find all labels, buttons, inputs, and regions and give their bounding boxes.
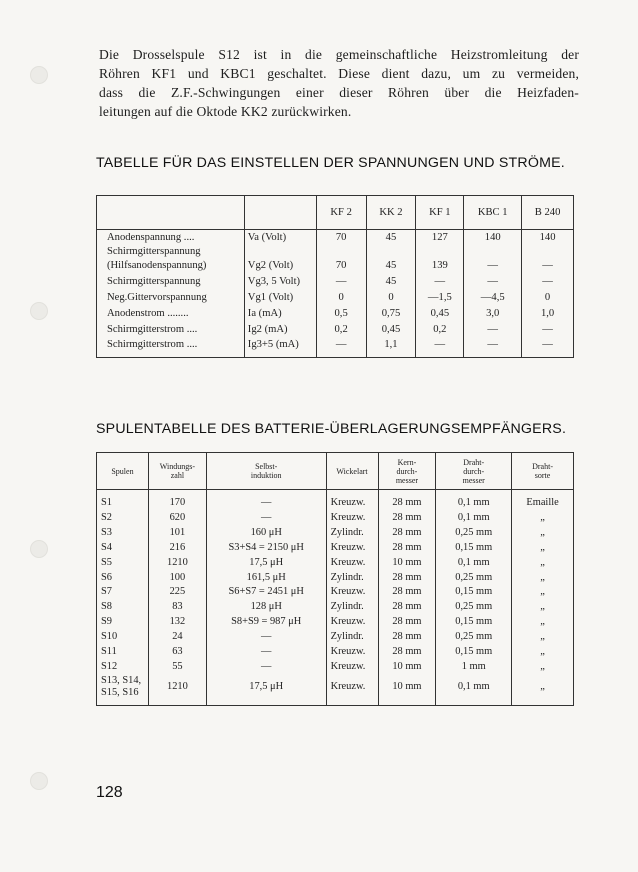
intro-line: leitungen auf die Oktode KK2 zurückwirken. [99,104,352,119]
value-cell: — [335,275,347,287]
windungszahl-cell: 101 [169,526,186,538]
table-body-row [97,490,574,706]
value-spacer [320,246,363,258]
wickelart-column [326,490,378,706]
row-unit: Va (Volt) [247,232,287,243]
intro-line: Röhren KF1 und KBC1 geschaltet. Diese dient dazu, um zu vermeiden, [99,66,579,81]
row-label: Schirmgitterspannung [107,275,201,287]
selbstinduktion-cell: 161,5 μH [246,571,286,583]
value-cell: 0,2 [334,323,348,335]
wickelart-cell: Zylindr. [330,601,364,613]
row-unit: Vg1 (Volt) [247,291,294,303]
value-cell: 0,5 [334,307,348,319]
value-cell: 0,2 [433,323,447,335]
selbstinduktion-cell: 17,5 μH [249,680,284,692]
kerndurchmesser-cell: 28 mm [392,511,422,523]
wickelart-cell: Zylindr. [330,631,364,643]
coil-id: S15, S16 [101,686,139,698]
wickelart-cell: Kreuzw. [330,646,366,658]
value-column-kk2 [366,230,416,358]
drahtdurchmesser-cell: 0,1 mm [457,556,490,568]
selbstinduktion-cell: — [261,497,272,508]
row-unit: Ia (mA) [247,307,282,319]
value-cell: —4,5 [480,291,505,303]
wickelart-cell: Zylindr. [330,571,364,583]
drahtsorte-cell: „ [540,601,545,613]
coil-id: S6 [101,571,112,583]
value-spacer [467,246,518,258]
header-line: Windungs- [159,462,196,471]
header-line: sorte [534,471,551,480]
value-cell: 0 [544,291,551,303]
drahtsorte-cell: „ [540,586,545,598]
header-wickelart: Wickelart [326,453,378,490]
header-cell: KBC 1 [464,196,522,230]
kerndurchmesser-cell: 28 mm [392,616,422,628]
value-cell: 3,0 [486,307,500,319]
value-cell: 45 [385,259,397,271]
drahtdurchmesser-cell: 0,1 mm [457,511,490,523]
value-cell: 45 [385,275,397,287]
coil-id: S1 [101,497,112,508]
wickelart-cell: Kreuzw. [330,556,366,568]
drahtdurchmesser-cell: 0,15 mm [455,616,493,628]
header-line: messer [462,475,485,485]
value-spacer [419,246,460,258]
windungszahl-cell: 100 [169,571,186,583]
windungszahl-cell: 170 [169,497,186,508]
windungszahl-cell: 216 [169,541,186,553]
header-selbstinduktion [206,453,326,490]
table1-title: TABELLE FÜR DAS EINSTELLEN DER SPANNUNGEN UND STRÖME. [96,155,565,171]
wickelart-cell: Kreuzw. [330,680,366,692]
header-cell: KF 1 [416,196,464,230]
selbstinduktion-cell: S8+S9 = 987 μH [231,616,302,628]
value-cell: 0,75 [381,307,401,319]
header-kerndurchmesser [378,453,436,490]
coil-id: S12 [101,660,118,672]
kerndurchmesser-cell: 28 mm [392,631,422,643]
windungszahl-cell: 1210 [167,556,188,568]
wickelart-cell: Zylindr. [330,526,364,538]
windungszahl-cell: 83 [172,601,183,613]
drahtdurchmesser-cell: 0,25 mm [455,601,493,613]
selbstinduktion-cell: 160 μH [250,526,282,538]
row-label: Anodenspannung .... [107,232,195,243]
value-cell: 127 [431,232,448,243]
coil-id: S8 [101,601,112,613]
wickelart-cell: Kreuzw. [330,660,366,672]
value-spacer [525,246,570,258]
spulen-column [97,490,149,706]
drahtdurchmesser-cell: 0,25 mm [455,631,493,643]
value-cell: 140 [539,232,556,243]
value-cell: 140 [484,232,501,243]
header-cell-empty [244,196,316,230]
header-line: Kern- [397,457,417,467]
value-cell: — [487,323,499,335]
drahtsorte-cell: „ [540,541,545,553]
drahtsorte-cell: „ [540,511,545,523]
kerndurchmesser-cell: 10 mm [392,556,422,568]
drahtdurchmesser-cell: 0,1 mm [457,497,490,508]
value-cell: 1,1 [384,339,398,351]
value-cell: — [542,339,553,351]
drahtsorte-cell: „ [540,631,545,643]
row-unit: Ig3+5 (mA) [247,339,299,351]
value-cell: 0 [388,291,394,303]
wickelart-cell: Kreuzw. [330,541,366,553]
table-header-row [97,196,574,230]
intro-line: dass die Z.F.-Schwingungen einer dieser Röhren über die Heizfaden- [99,85,579,100]
intro-line: Die Drosselspule S12 ist in die gemeinschaftliche Heizstromleitung der [99,47,579,62]
drahtdurchmesser-cell: 0,25 mm [455,526,493,538]
windungszahl-column [148,490,206,706]
coil-table [96,452,574,706]
selbstinduktion-cell: — [261,660,272,672]
windungszahl-cell: 620 [169,511,186,523]
kerndurchmesser-cell: 28 mm [392,601,422,613]
page-number: 128 [96,784,123,801]
row-unit-spacer [248,246,313,258]
selbstinduktion-cell: S3+S4 = 2150 μH [228,541,304,553]
header-drahtdurchmesser [436,453,512,490]
windungszahl-cell: 24 [172,631,183,643]
selbstinduktion-cell: — [261,511,272,523]
value-cell: — [335,339,347,351]
windungszahl-cell: 225 [169,586,186,598]
kerndurchmesser-cell: 10 mm [392,680,422,692]
drahtsorte-cell: „ [540,556,545,568]
value-cell: — [487,259,499,271]
header-spulen: Spulen [97,453,149,490]
selbstinduktion-column [206,490,326,706]
header-line: durch- [396,466,418,476]
binder-hole-bottom [30,772,48,790]
header-line: induktion [250,471,282,480]
drahtsorte-column [512,490,574,706]
selbstinduktion-cell: 17,5 μH [249,556,284,568]
table2-title: SPULENTABELLE DES BATTERIE-ÜBERLAGERUNGSEMPFÄNGERS. [96,421,567,437]
selbstinduktion-cell: 128 μH [250,601,282,613]
coil-id: S2 [101,511,112,523]
header-line: Draht- [463,457,485,467]
row-label: Schirmgitterspannung [107,245,201,257]
row-label: Anodenstrom ........ [107,307,189,319]
value-column-b240 [522,230,574,358]
windungszahl-cell: 132 [169,616,186,628]
windungszahl-cell: 63 [172,646,183,658]
table-body-row [97,230,574,358]
row-unit: Vg3, 5 Volt) [247,275,301,287]
selbstinduktion-cell: — [261,646,272,658]
kerndurchmesser-cell: 10 mm [392,660,422,672]
coil-id: S7 [101,586,112,598]
windungszahl-cell: 1210 [167,680,188,692]
coil-id: S9 [101,616,112,628]
coil-id: S11 [101,646,117,658]
drahtsorte-cell: „ [540,616,545,628]
drahtdurchmesser-cell: 0,25 mm [455,571,493,583]
value-cell: — [434,339,446,351]
header-line: Selbst- [255,462,278,471]
wickelart-cell: Kreuzw. [330,616,366,628]
value-cell: 0,45 [430,307,450,319]
selbstinduktion-cell: — [261,631,272,643]
row-label: Schirmgitterstrom .... [107,323,198,335]
value-cell: — [542,323,553,335]
value-spacer [370,246,413,258]
kerndurchmesser-cell: 28 mm [392,497,422,508]
kerndurchmesser-column [378,490,436,706]
header-drahtsorte [512,453,574,490]
header-cell: KF 2 [316,196,366,230]
value-cell: 1,0 [540,307,555,319]
drahtsorte-cell: „ [540,646,545,658]
drahtdurchmesser-cell: 0,15 mm [455,541,493,553]
row-unit: Ig2 (mA) [247,323,288,335]
header-line: zahl [170,471,185,480]
header-cell: KK 2 [366,196,416,230]
kerndurchmesser-cell: 28 mm [392,571,422,583]
drahtsorte-cell: „ [540,571,545,583]
value-column-kf2 [316,230,366,358]
row-label: (Hilfsanodenspannung) [107,259,207,271]
selbstinduktion-cell: S6+S7 = 2451 μH [228,586,304,598]
label-column [97,230,245,358]
unit-column [244,230,316,358]
coil-id: S4 [101,541,112,553]
row-label: Schirmgitterstrom .... [107,339,198,351]
drahtdurchmesser-cell: 0,1 mm [457,680,490,692]
binder-hole-top [30,66,48,84]
wickelart-cell: Kreuzw. [330,511,366,523]
binder-hole-middle [30,302,48,320]
wickelart-cell: Kreuzw. [330,586,366,598]
header-windungszahl [148,453,206,490]
header-line: Draht- [532,462,553,471]
binder-hole-lower [30,540,48,558]
value-cell: — [542,275,553,287]
value-cell: 0 [338,291,344,303]
coil-id: S5 [101,556,112,568]
windungszahl-cell: 55 [172,660,183,672]
value-column-kbc1 [464,230,522,358]
kerndurchmesser-cell: 28 mm [392,586,422,598]
drahtdurchmesser-cell: 1 mm [461,660,486,672]
value-cell: —1,5 [427,291,452,303]
coil-id: S3 [101,526,112,538]
drahtdurchmesser-cell: 0,15 mm [455,646,493,658]
header-cell: B 240 [522,196,574,230]
kerndurchmesser-cell: 28 mm [392,646,422,658]
row-label: Neg.Gittervorspannung [107,291,207,303]
coil-id: S13, S14, [101,674,142,686]
header-line: durch- [463,466,485,476]
value-cell: — [487,275,499,287]
value-cell: 0,45 [381,323,401,335]
coil-id: S10 [101,631,118,643]
drahtdurchmesser-column [436,490,512,706]
value-cell: 70 [335,259,347,271]
kerndurchmesser-cell: 28 mm [392,526,422,538]
row-unit: Vg2 (Volt) [247,259,294,271]
header-cell-empty [97,196,245,230]
drahtsorte-cell: Emaille [526,497,559,508]
wickelart-cell: Kreuzw. [330,497,366,508]
value-cell: — [434,275,446,287]
value-cell: — [487,339,499,351]
header-line: messer [395,475,419,485]
intro-paragraph [99,45,579,121]
value-column-kf1 [416,230,464,358]
drahtsorte-cell: „ [540,526,545,538]
voltage-current-table [96,195,574,358]
drahtsorte-cell: „ [540,680,545,692]
table-header-row [97,453,574,490]
value-cell: 45 [385,232,397,243]
value-cell: — [542,259,553,271]
value-cell: 139 [431,259,448,271]
kerndurchmesser-cell: 28 mm [392,541,422,553]
drahtdurchmesser-cell: 0,15 mm [455,586,493,598]
drahtsorte-cell: „ [540,660,545,672]
value-cell: 70 [335,232,347,243]
